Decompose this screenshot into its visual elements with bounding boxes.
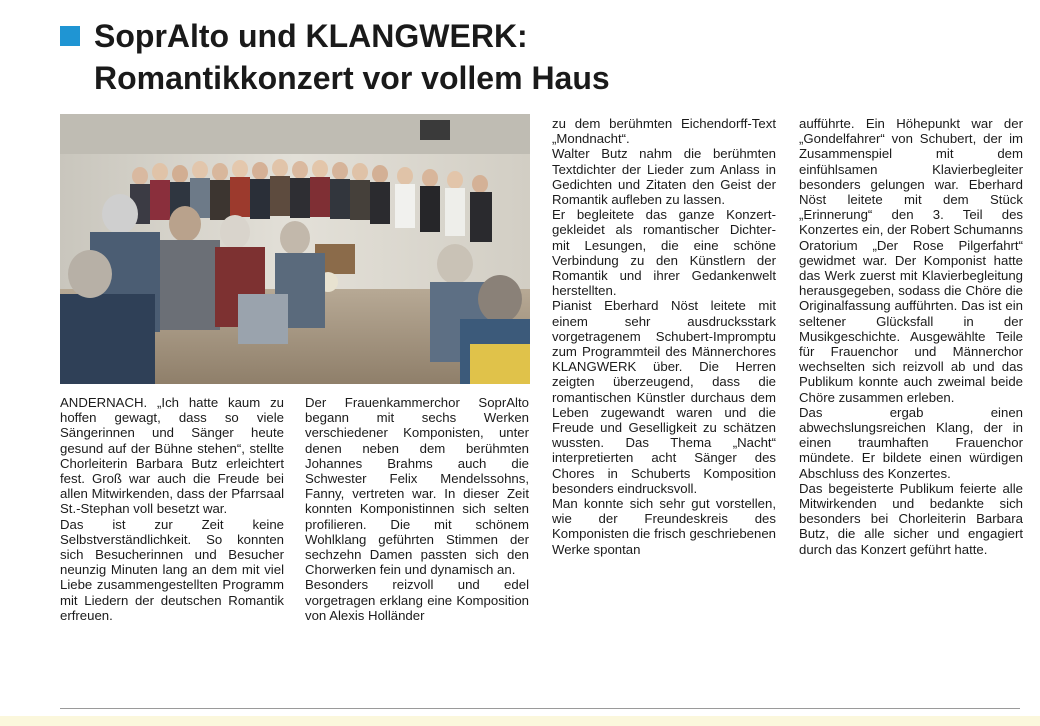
headline-line-2: Romantikkonzert vor vollem Haus	[94, 60, 610, 96]
article-bottom-rule	[60, 708, 1020, 709]
article-column-1	[60, 395, 284, 623]
paragraph: Das ergab einen abwechslungsreichen Klang, der in einen traumhaften Frauenchor mündete. Er bildete einen würdigen Abschluss des Konzertes.	[799, 404, 1023, 481]
photo-illustration	[60, 114, 530, 384]
article-column-2	[305, 395, 529, 623]
paragraph: Man konnte sich sehr gut vorstellen, wie der Freundeskreis des Komponisten die frisch geschriebenen Werke spontan	[552, 496, 776, 557]
article-column-3	[552, 116, 776, 557]
article-column-4	[799, 116, 1023, 557]
headline-marker-square	[60, 26, 80, 46]
headline-line-1: SoprAlto und KLANGWERK:	[94, 18, 528, 54]
paragraph: Walter Butz nahm die berühmten Textdichter der Lieder zum Anlass in Gedichten und Zitaten den Geist der Romantik aufleben zu lassen.	[552, 146, 776, 208]
paragraph: Das begeisterte Publikum feierte alle Mitwirkenden und bedankte sich besonders bei Chorleiterin Barbara Butz, die alle sicher und engagiert durch das Konzert geführt hatte.	[799, 480, 1023, 557]
paragraph: Besonders reizvoll und edel vorgetragen erklang eine Komposition von Alexis Holländer	[305, 577, 529, 623]
choir-concert-photo	[60, 114, 530, 384]
paragraph: Das ist zur Zeit keine Selbstverständlichkeit. So konnten sich Besucherinnen und Besucher neunzig Minuten lang an dem mit viel Liebe zusammengestellten Programm mit Liedern der deutschen Romantik erfreuen.	[60, 516, 284, 623]
paragraph: zu dem berühmten Eichendorff-Text „Mondnacht“.	[552, 116, 776, 147]
paragraph: Er begleitete das ganze Konzert- gekleidet als romantischer Dichter- mit Lesungen, die eine schöne Verbindung zu den Künstlern der Romantik und ihrer Gedankenwelt herstellten.	[552, 207, 776, 299]
paragraph: ANDERNACH. „Ich hatte kaum zu hoffen gewagt, dass so viele Sängerinnen und Sänger heute gesund auf der Bühne stehen“, stellte Chorleiterin Barbara Butz erleichtert fest. Groß war auch die Freude bei allen Mitwirkenden, dass der Pfarrsaal St.-Stephan voll besetzt war.	[60, 395, 284, 517]
paragraph: Pianist Eberhard Nöst leitete mit einem sehr ausdrucksstark vorgetragenem Schubert-Impromptu zum Programmteil des Männerchores KLANGWERK über. Die Herren zeigten überzeugend, dass die romantischen Künstler durchaus dem Leben zugewandt waren und die Freude und Geselligkeit zu schätzen wussten. Das Thema „Nacht“ interpretierten acht Sänger des Chores in Schuberts Komposition besonders eindrucksvoll.	[552, 298, 776, 496]
paragraph: aufführte. Ein Höhepunkt war der „Gondelfahrer“ von Schubert, der im Zusammenspiel mit dem einfühlsamen Klavierbegleiter besonders gelungen war. Eberhard Nöst leitete mit dem Stück „Erinnerung“ den 3. Teil des Konzertes ein, der Robert Schumanns Oratorium „Der Rose Pilgerfahrt“ gewidmet war. Der Komponist hatte das Werk zuerst mit Klavierbegleitung herausgegeben, sodass die Chöre die Originalfassung aufführten. Das ist ein seltener Glücksfall in der Musikgeschichte. Ausgewählte Teile für Frauenchor und Männerchor wechselten sich reizvoll ab und das Publikum konnte auch zweimal beide Chöre zusammen erleben.	[799, 116, 1023, 405]
paragraph: Der Frauenkammerchor SoprAlto begann mit sechs Werken verschiedener Komponisten, unter denen neben dem berühmten Johannes Brahms auch die Schwester Felix Mendelssohns, Fanny, vertreten war. In dieser Zeit konnten Komponistinnen sich selten profilieren. Die mit schönem Wohlklang geführten Stimmen der sechzehn Damen passten sich den Chorwerken fein und dynamisch an.	[305, 395, 529, 578]
bottom-band	[0, 716, 1040, 726]
